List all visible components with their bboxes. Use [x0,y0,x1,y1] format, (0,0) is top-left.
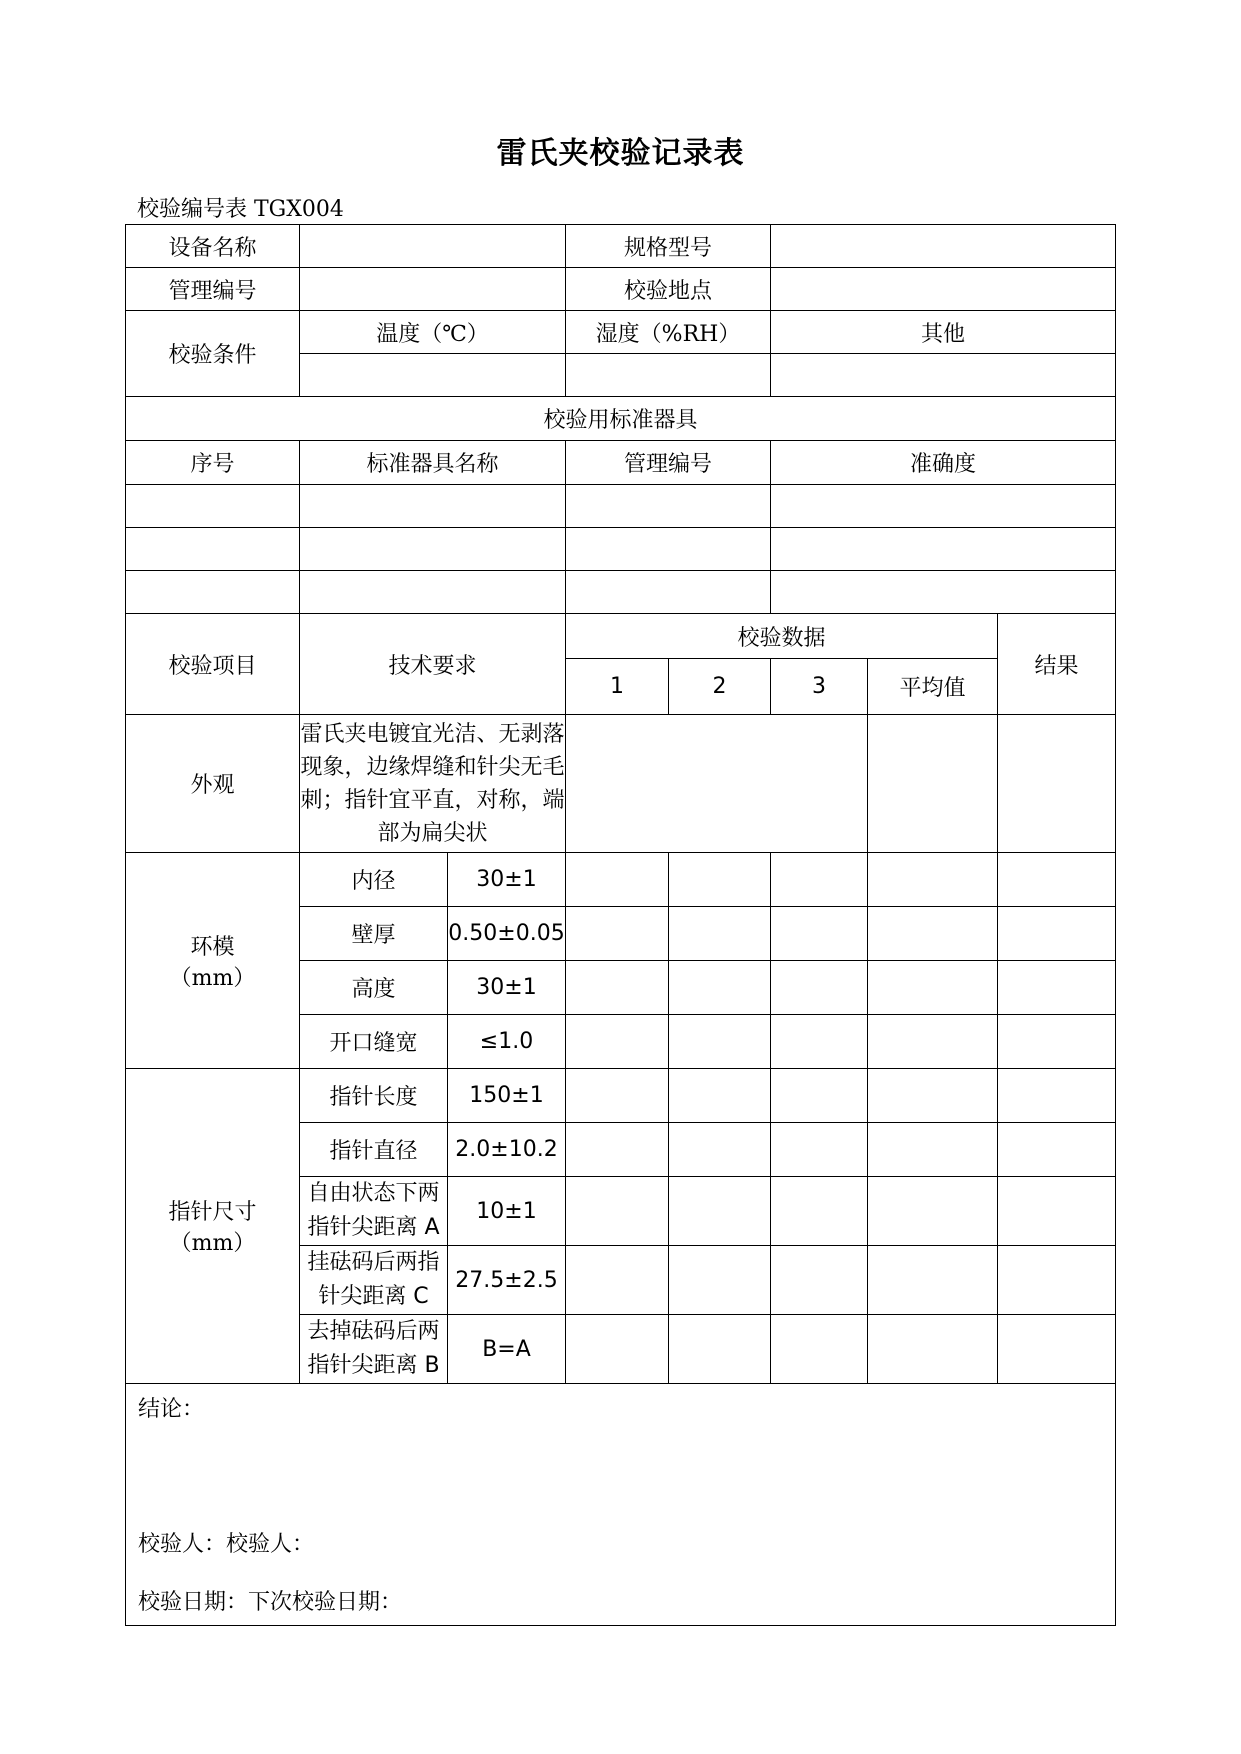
pointer-item-value: 27.5±2.5 [448,1246,566,1315]
temperature-field[interactable] [300,354,566,397]
footer-cell[interactable] [126,1384,1116,1626]
ring-item-name: 高度 [300,961,448,1015]
standard-seq-cell[interactable] [126,528,300,571]
appearance-average-field[interactable] [868,715,998,853]
average-header: 平均值 [868,659,998,715]
pointer-item-value: 150±1 [448,1069,566,1123]
appearance-requirement: 雷氏夹电镀宜光洁、无剥落现象，边缘焊缝和针尖无毛刺；指针宜平直，对称，端部为扁尖状 [300,715,566,853]
form-code: 校验编号表 TGX004 [137,197,344,222]
data-cell[interactable] [566,1123,669,1177]
standard-mgmt-cell[interactable] [566,571,771,614]
data-col-3: 3 [771,659,868,715]
data-cell[interactable] [566,1246,669,1315]
data-cell[interactable] [771,853,868,907]
data-cell[interactable] [566,1015,669,1069]
seq-header: 序号 [126,441,300,485]
pointer-item-value: B=A [448,1315,566,1384]
data-cell[interactable] [669,961,771,1015]
requirement-header: 技术要求 [300,614,566,715]
ring-item-value: 30±1 [448,961,566,1015]
standard-seq-cell[interactable] [126,485,300,528]
data-cell[interactable] [566,853,669,907]
device-name-label: 设备名称 [126,225,300,268]
data-cell[interactable] [771,1123,868,1177]
standard-mgmt-cell[interactable] [566,485,771,528]
data-cell[interactable] [669,1177,771,1246]
data-col-1: 1 [566,659,669,715]
average-cell[interactable] [868,1123,998,1177]
result-cell[interactable] [998,907,1116,961]
ring-item-value: 30±1 [448,853,566,907]
ring-item-value: 0.50±0.05 [448,907,566,961]
standard-accuracy-cell[interactable] [771,485,1116,528]
result-cell[interactable] [998,1315,1116,1384]
data-cell[interactable] [771,1015,868,1069]
mgmt-no-label: 管理编号 [126,268,300,311]
data-cell[interactable] [566,1315,669,1384]
result-cell[interactable] [998,1123,1116,1177]
humidity-label: 湿度（%RH） [566,311,771,354]
pointer-item-value: 10±1 [448,1177,566,1246]
pointer-item-name: 去掉砝码后两指针尖距离 B [300,1315,448,1384]
standard-seq-cell[interactable] [126,571,300,614]
standards-row [126,485,1116,528]
standards-header: 校验用标准器具 [126,397,1116,441]
standard-mgmt-cell[interactable] [566,528,771,571]
pointer-label [126,1069,300,1384]
data-cell[interactable] [771,1315,868,1384]
average-cell[interactable] [868,1177,998,1246]
humidity-field[interactable] [566,354,771,397]
ring-mold-label [126,853,300,1069]
result-cell[interactable] [998,853,1116,907]
data-cell[interactable] [669,907,771,961]
standard-name-cell[interactable] [300,571,566,614]
item-header: 校验项目 [126,614,300,715]
appearance-data-field[interactable] [566,715,868,853]
data-cell[interactable] [566,961,669,1015]
pointer-name: 指针尺寸 [168,1200,257,1225]
ring-item-name: 内径 [300,853,448,907]
data-cell[interactable] [669,853,771,907]
conclusion-label: 结论： [138,1397,205,1422]
data-header: 校验数据 [566,614,998,659]
other-label: 其他 [771,311,1116,354]
page-title: 雷氏夹校验记录表 [496,136,745,171]
average-cell[interactable] [868,1246,998,1315]
pointer-unit: （mm） [169,1231,256,1256]
pointer-item-name: 指针直径 [300,1123,448,1177]
pointer-item-value: 2.0±10.2 [448,1123,566,1177]
ring-mold-unit: （mm） [169,965,256,991]
device-name-field[interactable] [300,225,566,268]
data-cell[interactable] [771,1069,868,1123]
data-cell[interactable] [771,1177,868,1246]
average-cell[interactable] [868,853,998,907]
conditions-label: 校验条件 [126,311,300,397]
inspectors-label: 校验人：校验人： [138,1532,315,1557]
data-cell[interactable] [669,1246,771,1315]
pointer-item-name: 挂砝码后两指针尖距离 C [300,1246,448,1315]
ring-item-name: 壁厚 [300,907,448,961]
pointer-item-name: 指针长度 [300,1069,448,1123]
ring-item-value: ≤1.0 [448,1015,566,1069]
standard-accuracy-cell[interactable] [771,571,1116,614]
data-cell[interactable] [771,961,868,1015]
data-cell[interactable] [566,1069,669,1123]
appearance-result-field[interactable] [998,715,1116,853]
accuracy-header: 准确度 [771,441,1116,485]
result-cell[interactable] [998,1069,1116,1123]
other-field[interactable] [771,354,1116,397]
location-label: 校验地点 [566,268,771,311]
data-cell[interactable] [669,1069,771,1123]
data-cell[interactable] [566,907,669,961]
temperature-label: 温度（℃） [300,311,566,354]
average-cell[interactable] [868,1069,998,1123]
ring-mold-name: 环模 [190,934,235,960]
record-table [125,224,1116,1626]
standard-name-cell[interactable] [300,485,566,528]
standard-name-cell[interactable] [300,528,566,571]
average-cell[interactable] [868,1015,998,1069]
result-header: 结果 [998,614,1116,715]
data-cell[interactable] [669,1123,771,1177]
result-cell[interactable] [998,1177,1116,1246]
result-cell[interactable] [998,961,1116,1015]
standard-accuracy-cell[interactable] [771,528,1116,571]
result-cell[interactable] [998,1246,1116,1315]
data-cell[interactable] [669,1315,771,1384]
standard-name-header: 标准器具名称 [300,441,566,485]
standards-row [126,571,1116,614]
standard-mgmt-no-header: 管理编号 [566,441,771,485]
data-cell[interactable] [566,1177,669,1246]
spec-model-field[interactable] [771,225,1116,268]
data-cell[interactable] [771,907,868,961]
average-cell[interactable] [868,907,998,961]
average-cell[interactable] [868,1315,998,1384]
result-cell[interactable] [998,1015,1116,1069]
location-field[interactable] [771,268,1116,311]
mgmt-no-field[interactable] [300,268,566,311]
data-cell[interactable] [771,1246,868,1315]
data-col-2: 2 [669,659,771,715]
ring-item-name: 开口缝宽 [300,1015,448,1069]
data-cell[interactable] [669,1015,771,1069]
pointer-item-name: 自由状态下两指针尖距离 A [300,1177,448,1246]
average-cell[interactable] [868,961,998,1015]
appearance-label: 外观 [126,715,300,853]
standards-row [126,528,1116,571]
spec-model-label: 规格型号 [566,225,771,268]
dates-label: 校验日期：下次校验日期： [138,1590,403,1615]
